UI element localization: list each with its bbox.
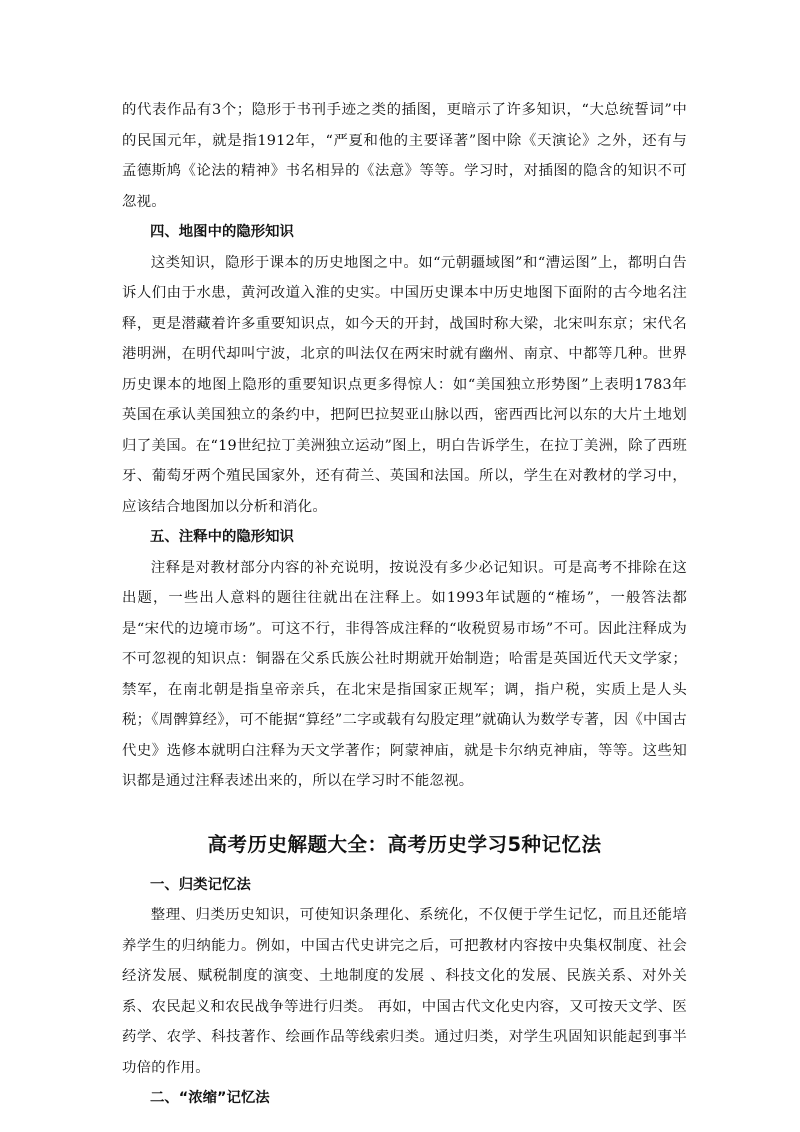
- section-heading-map-knowledge: 四、地图中的隐形知识: [150, 224, 294, 240]
- paragraph-annotation-knowledge: 注释是对教材部分内容的补充说明，按说没有多少必记知识。可是高考不排除在这出题，一些出人意料的题往往就出在注释上。如1993年试题的“榷场”，一般答法都是“宋代的边境市场”。可这不行，非得答成注释的“收税贸易市场”不可。因此注释成为不可忽视的知识点：铜器在父系氏族公社时期就开始制造；哈雷是英国近代天文学家；禁军，在南北朝是指皇帝亲兵，在北宋是指国家正规军；调，指户税，实质上是人头税；《周髀算经》，可不能据“算经”二字或载有勾股定理”就确认为数学专著，因《中国古代史》选修本就明白注释为天文学著作；阿蒙神庙，就是卡尔纳克神庙，等等。这些知识都是通过注释表述出来的，所以在学习时不能忽视。: [122, 559, 687, 789]
- paragraph-classification-memory: 整理、归类历史知识，可使知识条理化、系统化，不仅便于学生记忆，而且还能培养学生的归纳能力。例如，中国古代史讲完之后，可把教材内容按中央集权制度、社会经济发展、赋税制度的演变、土地制度的发展 、科技文化的发展、民族关系、对外关系、农民起义和农民战争等进行归类。 再如，中国古代文化史内容，又可按天文学、医药学、农学、科技著作、绘画作品等线索归类。通过归类，对学生巩固知识能起到事半功倍的作用。: [122, 907, 687, 1076]
- document-content: [122, 95, 687, 1114]
- section-heading-condensed-memory: 二、“浓缩”记忆法: [150, 1090, 270, 1106]
- article-title: 高考历史解题大全：高考历史学习5种记忆法: [207, 832, 602, 856]
- section-heading-annotation-knowledge: 五、注释中的隐形知识: [150, 529, 294, 545]
- paragraph-map-knowledge: 这类知识，隐形于课本的历史地图之中。如“元朝疆域图”和“漕运图”上，都明白告诉人们由于水患，黄河改道入淮的史实。中国历史课本中历史地图下面附的古今地名注释，更是潜藏着许多重要知识点，如今天的开封，战国时称大梁，北宋叫东京；宋代名港明洲，在明代却叫宁波，北京的叫法仅在两宋时就有幽州、南京、中都等几种。世界历史课本的地图上隐形的重要知识点更多得惊人：如“美国独立形势图”上表明1783年英国在承认美国独立的条约中，把阿巴拉契亚山脉以西，密西西比河以东的大片土地划归了美国。在“19世纪拉丁美洲独立运动”图上，明白告诉学生，在拉丁美洲，除了西班牙、葡萄牙两个殖民国家外，还有荷兰、英国和法国。所以，学生在对教材的学习中，应该结合地图加以分析和消化。: [122, 254, 687, 515]
- section-heading-classification-memory: 一、归类记忆法: [150, 876, 251, 893]
- paragraph-illustrations-continued: 的代表作品有3个；隐形于书刊手迹之类的插图，更暗示了许多知识，“大总统誓词”中的民国元年，就是指1912年，“严夏和他的主要译著”图中除《天演论》之外，还有与孟德斯鸠《论法的精神》书名相异的《法意》等等。学习时，对插图的隐含的知识不可忽视。: [122, 102, 687, 210]
